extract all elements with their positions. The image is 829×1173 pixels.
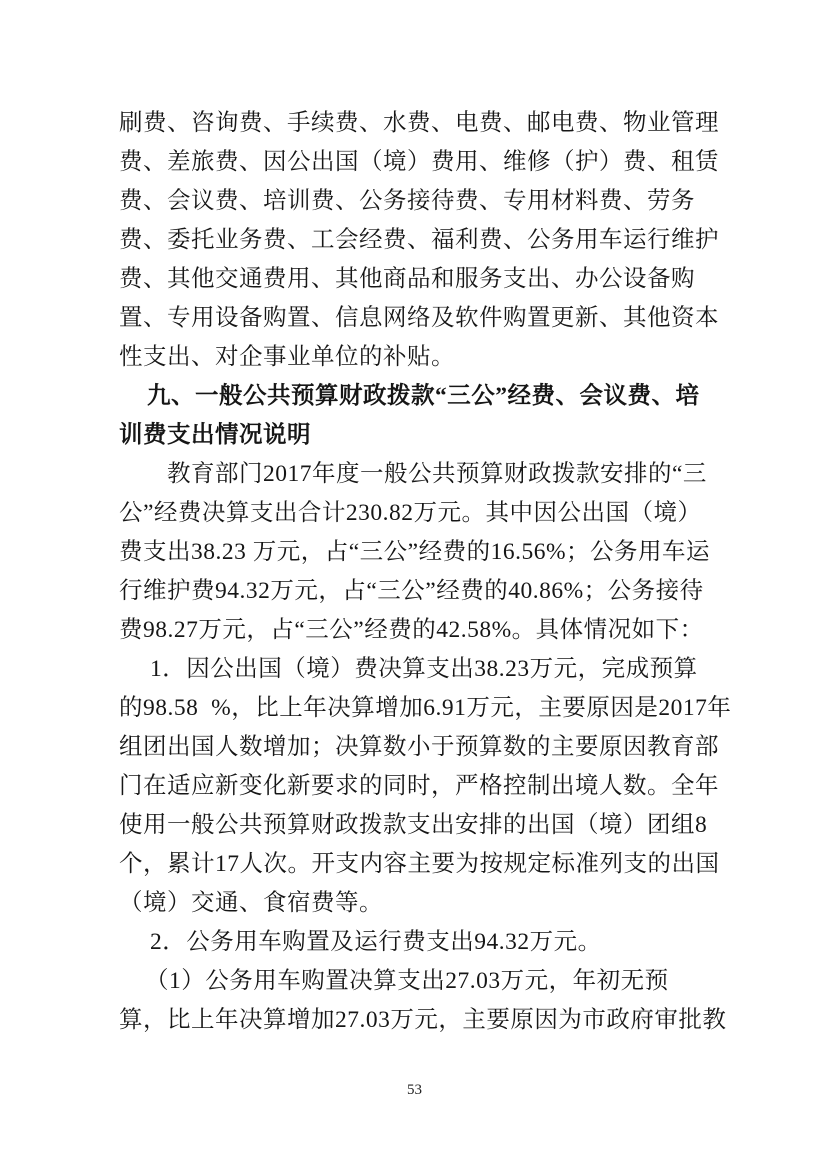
text-line: 费支出38.23 万元，占“三公”经费的16.56%；公务用车运: [119, 539, 711, 565]
page-number: 53: [407, 1082, 422, 1098]
text-line: 费、委托业务费、工会经费、福利费、公务用车运行维护: [119, 227, 719, 253]
text-line: 行维护费94.32万元，占“三公”经费的40.86%；公务接待: [119, 578, 704, 604]
list-item-line: 1．因公出国（境）费决算支出38.23万元，完成预算: [150, 656, 698, 682]
list-item-line: 2．公务用车购置及运行费支出94.32万元。: [150, 929, 602, 955]
text-line: 的98.58 %，比上年决算增加6.91万元，主要原因是2017年: [119, 695, 732, 721]
section-heading-line: 九、一般公共预算财政拨款“三公”经费、会议费、培: [147, 383, 700, 409]
text-line: 组团出国人数增加；决算数小于预算数的主要原因教育部: [119, 734, 719, 760]
text-line: 费98.27万元，占“三公”经费的42.58%。具体情况如下：: [119, 617, 704, 643]
text-line: 个，累计17人次。开支内容主要为按规定标准列支的出国: [119, 851, 720, 877]
text-line: 使用一般公共预算财政拨款支出安排的出国（境）团组8: [119, 812, 708, 838]
text-line: 性支出、对企事业单位的补贴。: [119, 344, 455, 370]
text-line: 费、会议费、培训费、公务接待费、专用材料费、劳务: [119, 188, 695, 214]
list-item-line: （1）公务用车购置决算支出27.03万元，年初无预: [145, 968, 669, 994]
text-line: （境）交通、食宿费等。: [119, 890, 383, 916]
text-line: 公”经费决算支出合计230.82万元。其中因公出国（境）: [119, 500, 702, 526]
section-heading-line: 训费支出情况说明: [119, 422, 311, 448]
text-line: 费、其他交通费用、其他商品和服务支出、办公设备购: [119, 266, 695, 292]
text-line: 门在适应新变化新要求的同时，严格控制出境人数。全年: [119, 773, 719, 799]
text-line: 算，比上年决算增加27.03万元，主要原因为市政府审批教: [119, 1007, 727, 1033]
text-line: 费、差旅费、因公出国（境）费用、维修（护）费、租赁: [119, 149, 719, 175]
text-line: 教育部门2017年度一般公共预算财政拨款安排的“三: [167, 461, 707, 487]
text-line: 置、专用设备购置、信息网络及软件购置更新、其他资本: [119, 305, 719, 331]
text-block: [119, 104, 732, 1040]
text-line: 刷费、咨询费、手续费、水费、电费、邮电费、物业管理: [119, 110, 719, 136]
